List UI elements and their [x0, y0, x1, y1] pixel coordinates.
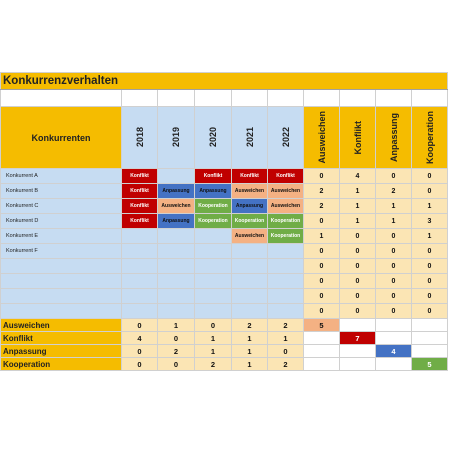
- summary-value[interactable]: 2: [268, 358, 304, 371]
- summary-value[interactable]: 0: [158, 332, 195, 345]
- sheet-title: Konkurrenzverhalten: [1, 73, 448, 90]
- behavior-cell[interactable]: [158, 274, 195, 289]
- table-row: [1, 289, 448, 304]
- count-cell[interactable]: 0: [412, 244, 448, 259]
- konkurrenz-table: [0, 72, 448, 371]
- summary-value[interactable]: 1: [232, 332, 268, 345]
- table-row: [1, 199, 448, 214]
- header-year-2021[interactable]: [232, 107, 268, 169]
- behavior-cell[interactable]: [122, 244, 158, 259]
- behavior-cell[interactable]: [232, 304, 268, 319]
- table-row: [1, 244, 448, 259]
- count-cell[interactable]: 0: [304, 289, 340, 304]
- summary-value[interactable]: 0: [122, 358, 158, 371]
- header-category-anpassung[interactable]: [376, 107, 412, 169]
- empty-cell[interactable]: [304, 358, 340, 371]
- behavior-cell[interactable]: [158, 244, 195, 259]
- count-cell[interactable]: 0: [340, 304, 376, 319]
- empty-cell[interactable]: [376, 332, 412, 345]
- header-year-2018[interactable]: [122, 107, 158, 169]
- summary-value[interactable]: 1: [158, 319, 195, 332]
- empty-cell[interactable]: [268, 90, 304, 107]
- count-cell[interactable]: 1: [304, 229, 340, 244]
- table-row: [1, 274, 448, 289]
- count-cell[interactable]: 0: [304, 304, 340, 319]
- count-cell[interactable]: 1: [412, 229, 448, 244]
- behavior-cell[interactable]: [195, 244, 232, 259]
- summary-value[interactable]: 2: [268, 319, 304, 332]
- count-cell[interactable]: 4: [340, 169, 376, 184]
- summary-value[interactable]: 2: [158, 345, 195, 358]
- behavior-cell[interactable]: Konflikt: [268, 169, 304, 184]
- competitor-name[interactable]: [1, 274, 122, 289]
- count-cell[interactable]: 0: [412, 274, 448, 289]
- year-label: 2021: [244, 127, 255, 148]
- summary-value[interactable]: 1: [195, 332, 232, 345]
- behavior-cell[interactable]: Kooperation: [268, 229, 304, 244]
- empty-cell[interactable]: [376, 90, 412, 107]
- competitor-name[interactable]: Konkurrent A: [1, 169, 122, 184]
- behavior-cell[interactable]: Konflikt: [122, 199, 158, 214]
- empty-cell[interactable]: [304, 90, 340, 107]
- behavior-cell[interactable]: [195, 229, 232, 244]
- header-category-ausweichen[interactable]: [304, 107, 340, 169]
- count-cell[interactable]: 0: [304, 274, 340, 289]
- behavior-cell[interactable]: Anpassung: [158, 184, 195, 199]
- count-cell[interactable]: 1: [340, 199, 376, 214]
- table-row: [1, 304, 448, 319]
- count-cell[interactable]: 0: [340, 229, 376, 244]
- competitor-name[interactable]: [1, 304, 122, 319]
- behavior-cell[interactable]: Ausweichen: [232, 229, 268, 244]
- behavior-cell[interactable]: [122, 304, 158, 319]
- behavior-cell[interactable]: [232, 244, 268, 259]
- count-cell[interactable]: 0: [340, 244, 376, 259]
- count-cell[interactable]: 2: [304, 199, 340, 214]
- count-cell[interactable]: 2: [304, 184, 340, 199]
- competitor-name[interactable]: Konkurrent D: [1, 214, 122, 229]
- count-cell[interactable]: 0: [376, 229, 412, 244]
- year-label: 2022: [280, 127, 291, 148]
- behavior-cell[interactable]: Kooperation: [268, 214, 304, 229]
- header-konkurrenten[interactable]: Konkurrenten: [1, 107, 122, 169]
- empty-cell[interactable]: [195, 90, 232, 107]
- summary-value[interactable]: 0: [158, 358, 195, 371]
- summary-value[interactable]: 1: [195, 345, 232, 358]
- count-cell[interactable]: 0: [376, 259, 412, 274]
- count-cell[interactable]: 0: [376, 169, 412, 184]
- table-row: [1, 169, 448, 184]
- table-row: [1, 229, 448, 244]
- summary-total[interactable]: 5: [304, 319, 340, 332]
- competitor-name[interactable]: Konkurrent C: [1, 199, 122, 214]
- header-category-konflikt[interactable]: [340, 107, 376, 169]
- category-label: Kooperation: [424, 111, 435, 164]
- behavior-cell[interactable]: Konflikt: [122, 214, 158, 229]
- behavior-cell[interactable]: Ausweichen: [268, 184, 304, 199]
- header-row: [1, 107, 448, 169]
- empty-cell[interactable]: [340, 90, 376, 107]
- header-year-2019[interactable]: [158, 107, 195, 169]
- behavior-cell[interactable]: [268, 304, 304, 319]
- behavior-cell[interactable]: [158, 289, 195, 304]
- category-label: Anpassung: [388, 112, 399, 162]
- behavior-cell[interactable]: Anpassung: [158, 214, 195, 229]
- behavior-cell[interactable]: [268, 244, 304, 259]
- count-cell[interactable]: 1: [340, 214, 376, 229]
- summary-total[interactable]: 7: [340, 332, 376, 345]
- summary-row: [1, 358, 448, 371]
- behavior-cell[interactable]: Anpassung: [195, 184, 232, 199]
- count-cell[interactable]: 0: [412, 184, 448, 199]
- summary-value[interactable]: 0: [122, 345, 158, 358]
- count-cell[interactable]: 2: [376, 184, 412, 199]
- table-row: [1, 214, 448, 229]
- count-cell[interactable]: 0: [376, 244, 412, 259]
- behavior-cell[interactable]: Konflikt: [232, 169, 268, 184]
- summary-value[interactable]: 1: [232, 345, 268, 358]
- header-category-kooperation[interactable]: [412, 107, 448, 169]
- summary-value[interactable]: 2: [195, 358, 232, 371]
- summary-value[interactable]: 0: [122, 319, 158, 332]
- competitor-name[interactable]: [1, 289, 122, 304]
- behavior-cell[interactable]: [268, 289, 304, 304]
- behavior-cell[interactable]: [195, 274, 232, 289]
- summary-label[interactable]: Konflikt: [1, 332, 122, 345]
- competitor-name[interactable]: Konkurrent E: [1, 229, 122, 244]
- summary-value[interactable]: 1: [268, 332, 304, 345]
- blank-row: [1, 90, 448, 107]
- summary-value[interactable]: 4: [122, 332, 158, 345]
- empty-cell[interactable]: [122, 90, 158, 107]
- behavior-cell[interactable]: Anpassung: [232, 199, 268, 214]
- behavior-cell[interactable]: [232, 289, 268, 304]
- competitor-name[interactable]: Konkurrent B: [1, 184, 122, 199]
- year-label: 2020: [208, 127, 218, 148]
- competitor-name[interactable]: Konkurrent F: [1, 244, 122, 259]
- summary-total[interactable]: 5: [412, 358, 448, 371]
- summary-row: [1, 345, 448, 358]
- count-cell[interactable]: 0: [412, 259, 448, 274]
- empty-cell[interactable]: [340, 319, 376, 332]
- summary-total[interactable]: 4: [376, 345, 412, 358]
- empty-cell[interactable]: [232, 90, 268, 107]
- empty-cell[interactable]: [158, 90, 195, 107]
- year-label: 2019: [171, 127, 181, 148]
- summary-row: [1, 332, 448, 345]
- category-label: Konflikt: [352, 120, 363, 155]
- count-cell[interactable]: 0: [376, 274, 412, 289]
- count-cell[interactable]: 1: [376, 199, 412, 214]
- behavior-cell[interactable]: [158, 304, 195, 319]
- behavior-cell[interactable]: Kooperation: [195, 199, 232, 214]
- empty-cell[interactable]: [376, 319, 412, 332]
- count-cell[interactable]: 1: [412, 199, 448, 214]
- behavior-cell[interactable]: Ausweichen: [268, 199, 304, 214]
- count-cell[interactable]: 0: [340, 274, 376, 289]
- behavior-cell[interactable]: [195, 289, 232, 304]
- count-cell[interactable]: 0: [304, 169, 340, 184]
- count-cell[interactable]: 1: [340, 184, 376, 199]
- header-year-2022[interactable]: [268, 107, 304, 169]
- empty-cell[interactable]: [412, 319, 448, 332]
- count-cell[interactable]: 0: [304, 259, 340, 274]
- summary-label[interactable]: Kooperation: [1, 358, 122, 371]
- empty-cell[interactable]: [304, 345, 340, 358]
- behavior-cell[interactable]: [158, 169, 195, 184]
- summary-value[interactable]: 1: [232, 358, 268, 371]
- behavior-cell[interactable]: [122, 289, 158, 304]
- count-cell[interactable]: 1: [376, 214, 412, 229]
- behavior-cell[interactable]: Konflikt: [122, 184, 158, 199]
- summary-label[interactable]: Anpassung: [1, 345, 122, 358]
- count-cell[interactable]: 0: [340, 259, 376, 274]
- behavior-cell[interactable]: [232, 274, 268, 289]
- summary-row: [1, 319, 448, 332]
- summary-value[interactable]: 0: [195, 319, 232, 332]
- behavior-cell[interactable]: [158, 229, 195, 244]
- count-cell[interactable]: 0: [376, 289, 412, 304]
- header-year-2020[interactable]: [195, 107, 232, 169]
- count-cell[interactable]: 0: [340, 289, 376, 304]
- behavior-cell[interactable]: [232, 259, 268, 274]
- behavior-cell[interactable]: [158, 259, 195, 274]
- empty-cell[interactable]: [1, 90, 122, 107]
- behavior-cell[interactable]: [268, 259, 304, 274]
- behavior-cell[interactable]: Kooperation: [232, 214, 268, 229]
- behavior-cell[interactable]: Konflikt: [122, 169, 158, 184]
- count-cell[interactable]: 3: [412, 214, 448, 229]
- summary-label[interactable]: Ausweichen: [1, 319, 122, 332]
- behavior-cell[interactable]: [122, 259, 158, 274]
- behavior-cell[interactable]: Konflikt: [195, 169, 232, 184]
- year-label: 2018: [134, 127, 145, 148]
- summary-value[interactable]: 2: [232, 319, 268, 332]
- count-cell[interactable]: 0: [412, 304, 448, 319]
- count-cell[interactable]: 0: [376, 304, 412, 319]
- behavior-cell[interactable]: Ausweichen: [158, 199, 195, 214]
- count-cell[interactable]: 0: [304, 244, 340, 259]
- behavior-cell[interactable]: Kooperation: [195, 214, 232, 229]
- behavior-cell[interactable]: [268, 274, 304, 289]
- behavior-cell[interactable]: [122, 274, 158, 289]
- count-cell[interactable]: 0: [412, 169, 448, 184]
- table-row: [1, 259, 448, 274]
- behavior-cell[interactable]: [122, 229, 158, 244]
- count-cell[interactable]: 0: [304, 214, 340, 229]
- behavior-cell[interactable]: Ausweichen: [232, 184, 268, 199]
- empty-cell[interactable]: [340, 358, 376, 371]
- title-row: [1, 73, 448, 90]
- empty-cell[interactable]: [340, 345, 376, 358]
- behavior-cell[interactable]: [195, 259, 232, 274]
- empty-cell[interactable]: [304, 332, 340, 345]
- behavior-cell[interactable]: [195, 304, 232, 319]
- summary-value[interactable]: 0: [268, 345, 304, 358]
- table-row: [1, 184, 448, 199]
- category-label: Ausweichen: [316, 111, 327, 164]
- empty-cell[interactable]: [412, 332, 448, 345]
- competitor-name[interactable]: [1, 259, 122, 274]
- count-cell[interactable]: 0: [412, 289, 448, 304]
- empty-cell[interactable]: [412, 345, 448, 358]
- empty-cell[interactable]: [376, 358, 412, 371]
- empty-cell[interactable]: [412, 90, 448, 107]
- spreadsheet: [0, 72, 450, 371]
